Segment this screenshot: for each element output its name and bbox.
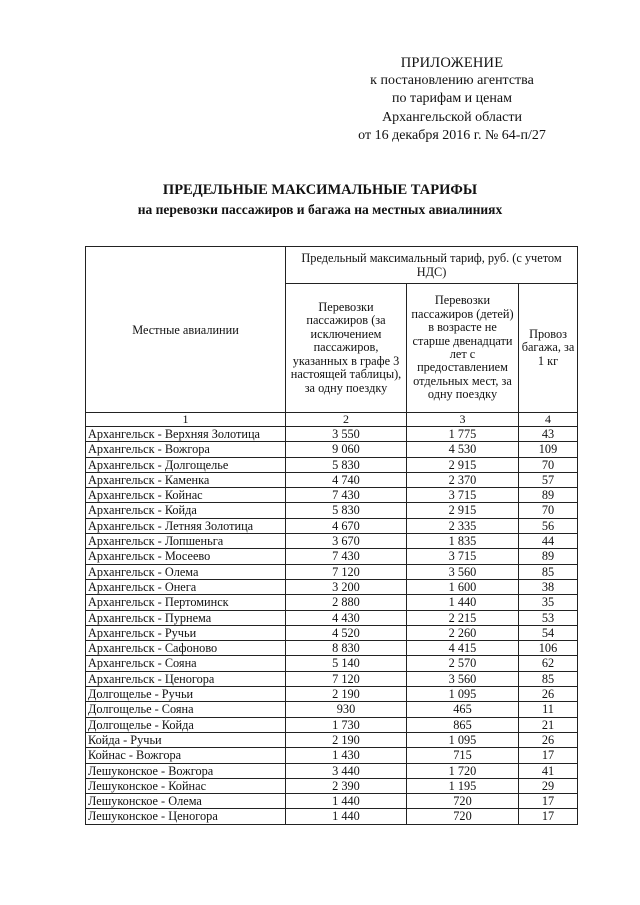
table-row — [86, 442, 578, 457]
adult-fare-cell: 5 830 — [286, 457, 407, 472]
adult-fare-cell: 2 880 — [286, 595, 407, 610]
child-fare-cell: 2 915 — [407, 503, 519, 518]
child-fare-cell: 720 — [407, 794, 519, 809]
child-fare-cell: 2 260 — [407, 625, 519, 640]
route-cell: Койда - Ручьи — [86, 732, 286, 747]
table-row — [86, 518, 578, 533]
table-row — [86, 656, 578, 671]
baggage-fare-cell: 11 — [519, 702, 578, 717]
child-fare-cell: 3 715 — [407, 549, 519, 564]
baggage-fare-cell: 29 — [519, 778, 578, 793]
adult-fare-cell: 3 200 — [286, 579, 407, 594]
route-cell: Архангельск - Койда — [86, 503, 286, 518]
column-number: 4 — [519, 413, 578, 427]
child-fare-cell: 1 835 — [407, 534, 519, 549]
baggage-fare-cell: 106 — [519, 641, 578, 656]
baggage-fare-cell: 35 — [519, 595, 578, 610]
baggage-fare-cell: 85 — [519, 564, 578, 579]
baggage-fare-cell: 57 — [519, 472, 578, 487]
tariff-rows — [86, 427, 578, 825]
document-subtitle: на перевозки пассажиров и багажа на местных авиалиниях — [137, 202, 503, 217]
child-fare-cell: 1 440 — [407, 595, 519, 610]
adult-fare-cell: 9 060 — [286, 442, 407, 457]
route-cell: Архангельск - Каменка — [86, 472, 286, 487]
child-fare-cell: 3 560 — [407, 564, 519, 579]
adult-fare-cell: 1 440 — [286, 794, 407, 809]
route-cell: Архангельск - Ценогора — [86, 671, 286, 686]
child-fare-cell: 1 720 — [407, 763, 519, 778]
baggage-fare-cell: 62 — [519, 656, 578, 671]
adult-fare-cell: 930 — [286, 702, 407, 717]
adult-fare-cell: 7 430 — [286, 488, 407, 503]
route-cell: Лешуконское - Олема — [86, 794, 286, 809]
baggage-fare-cell: 26 — [519, 732, 578, 747]
child-fare-cell: 465 — [407, 702, 519, 717]
route-cell: Долгощелье - Койда — [86, 717, 286, 732]
table-row — [86, 503, 578, 518]
adult-fare-cell: 3 670 — [286, 534, 407, 549]
adult-fare-cell: 8 830 — [286, 641, 407, 656]
adult-fare-cell: 3 550 — [286, 427, 407, 442]
table-row — [86, 549, 578, 564]
route-cell: Архангельск - Пертоминск — [86, 595, 286, 610]
table-row — [86, 794, 578, 809]
table-row — [86, 687, 578, 702]
table-row — [86, 732, 578, 747]
table-row — [86, 579, 578, 594]
route-cell: Архангельск - Онега — [86, 579, 286, 594]
adult-fare-cell: 4 740 — [286, 472, 407, 487]
adult-fare-cell: 2 190 — [286, 732, 407, 747]
child-fare-cell: 1 600 — [407, 579, 519, 594]
adult-fare-cell: 4 430 — [286, 610, 407, 625]
header-max-tariff: Предельный максимальный тариф, руб. (с учетом НДС) — [286, 247, 578, 284]
adult-fare-cell: 3 440 — [286, 763, 407, 778]
route-cell: Архангельск - Пурнема — [86, 610, 286, 625]
route-cell: Лешуконское - Ценогора — [86, 809, 286, 824]
route-cell: Долгощелье - Ручьи — [86, 687, 286, 702]
baggage-fare-cell: 70 — [519, 457, 578, 472]
appendix-line: Архангельской области — [382, 109, 522, 125]
table-row — [86, 809, 578, 824]
adult-fare-cell: 1 730 — [286, 717, 407, 732]
table-row — [86, 427, 578, 442]
adult-fare-cell: 5 830 — [286, 503, 407, 518]
child-fare-cell: 1 095 — [407, 687, 519, 702]
header-baggage-fare: Провоз багажа, за 1 кг — [519, 284, 578, 413]
appendix-line: к постановлению агентства — [370, 73, 534, 89]
route-cell: Архангельск - Койнас — [86, 488, 286, 503]
route-cell: Архангельск - Верхняя Золотица — [86, 427, 286, 442]
route-cell: Архангельск - Сояна — [86, 656, 286, 671]
route-cell: Архангельск - Сафоново — [86, 641, 286, 656]
table-row — [86, 595, 578, 610]
adult-fare-cell: 4 670 — [286, 518, 407, 533]
adult-fare-cell: 1 430 — [286, 748, 407, 763]
appendix-line: по тарифам и ценам — [392, 91, 512, 107]
baggage-fare-cell: 53 — [519, 610, 578, 625]
adult-fare-cell: 2 390 — [286, 778, 407, 793]
baggage-fare-cell: 85 — [519, 671, 578, 686]
route-cell: Архангельск - Мосеево — [86, 549, 286, 564]
route-cell: Долгощелье - Сояна — [86, 702, 286, 717]
baggage-fare-cell: 44 — [519, 534, 578, 549]
baggage-fare-cell: 56 — [519, 518, 578, 533]
table-row — [86, 702, 578, 717]
table-row — [86, 671, 578, 686]
child-fare-cell: 2 215 — [407, 610, 519, 625]
baggage-fare-cell: 21 — [519, 717, 578, 732]
adult-fare-cell: 1 440 — [286, 809, 407, 824]
table-row — [86, 457, 578, 472]
baggage-fare-cell: 26 — [519, 687, 578, 702]
route-cell: Архангельск - Олема — [86, 564, 286, 579]
table-row — [86, 748, 578, 763]
child-fare-cell: 4 530 — [407, 442, 519, 457]
appendix-title: ПРИЛОЖЕНИЕ — [400, 55, 504, 71]
appendix-block — [352, 54, 552, 145]
child-fare-cell: 715 — [407, 748, 519, 763]
column-number: 2 — [286, 413, 407, 427]
route-cell: Архангельск - Летняя Золотица — [86, 518, 286, 533]
child-fare-cell: 2 370 — [407, 472, 519, 487]
route-cell: Лешуконское - Койнас — [86, 778, 286, 793]
route-cell: Койнас - Вожгора — [86, 748, 286, 763]
child-fare-cell: 3 715 — [407, 488, 519, 503]
baggage-fare-cell: 17 — [519, 748, 578, 763]
table-row — [86, 717, 578, 732]
baggage-fare-cell: 41 — [519, 763, 578, 778]
route-cell: Архангельск - Долгощелье — [86, 457, 286, 472]
adult-fare-cell: 7 430 — [286, 549, 407, 564]
baggage-fare-cell: 54 — [519, 625, 578, 640]
tariff-table — [85, 246, 578, 825]
baggage-fare-cell: 89 — [519, 549, 578, 564]
baggage-fare-cell: 17 — [519, 809, 578, 824]
table-row — [86, 610, 578, 625]
route-cell: Архангельск - Вожгора — [86, 442, 286, 457]
table-row — [86, 763, 578, 778]
column-number: 3 — [407, 413, 519, 427]
baggage-fare-cell: 70 — [519, 503, 578, 518]
child-fare-cell: 2 335 — [407, 518, 519, 533]
table-row — [86, 641, 578, 656]
baggage-fare-cell: 109 — [519, 442, 578, 457]
adult-fare-cell: 4 520 — [286, 625, 407, 640]
table-row — [86, 472, 578, 487]
header-adult-fare: Перевозки пассажиров (за исключением пассажиров, указанных в графе 3 настоящей таблицы), за одну поездку — [286, 284, 407, 413]
baggage-fare-cell: 38 — [519, 579, 578, 594]
adult-fare-cell: 2 190 — [286, 687, 407, 702]
child-fare-cell: 2 570 — [407, 656, 519, 671]
table-row — [86, 488, 578, 503]
column-number: 1 — [86, 413, 286, 427]
child-fare-cell: 4 415 — [407, 641, 519, 656]
child-fare-cell: 1 195 — [407, 778, 519, 793]
route-cell: Архангельск - Лопшеньга — [86, 534, 286, 549]
baggage-fare-cell: 89 — [519, 488, 578, 503]
adult-fare-cell: 7 120 — [286, 564, 407, 579]
table-row — [86, 625, 578, 640]
baggage-fare-cell: 17 — [519, 794, 578, 809]
appendix-date-line: от 16 декабря 2016 г. № 64-п/27 — [358, 127, 546, 143]
header-child-fare: Перевозки пассажиров (детей) в возрасте не старше двенадцати лет с предоставлением отдельных мест, за одну поездку — [407, 284, 519, 413]
child-fare-cell: 865 — [407, 717, 519, 732]
header-route: Местные авиалинии — [86, 247, 286, 413]
table-row — [86, 534, 578, 549]
child-fare-cell: 2 915 — [407, 457, 519, 472]
adult-fare-cell: 7 120 — [286, 671, 407, 686]
adult-fare-cell: 5 140 — [286, 656, 407, 671]
route-cell: Архангельск - Ручьи — [86, 625, 286, 640]
child-fare-cell: 1 775 — [407, 427, 519, 442]
document-heading — [0, 180, 640, 220]
child-fare-cell: 720 — [407, 809, 519, 824]
document-title: ПРЕДЕЛЬНЫЕ МАКСИМАЛЬНЫЕ ТАРИФЫ — [162, 182, 478, 198]
baggage-fare-cell: 43 — [519, 427, 578, 442]
child-fare-cell: 1 095 — [407, 732, 519, 747]
child-fare-cell: 3 560 — [407, 671, 519, 686]
route-cell: Лешуконское - Вожгора — [86, 763, 286, 778]
table-row — [86, 778, 578, 793]
table-row — [86, 564, 578, 579]
